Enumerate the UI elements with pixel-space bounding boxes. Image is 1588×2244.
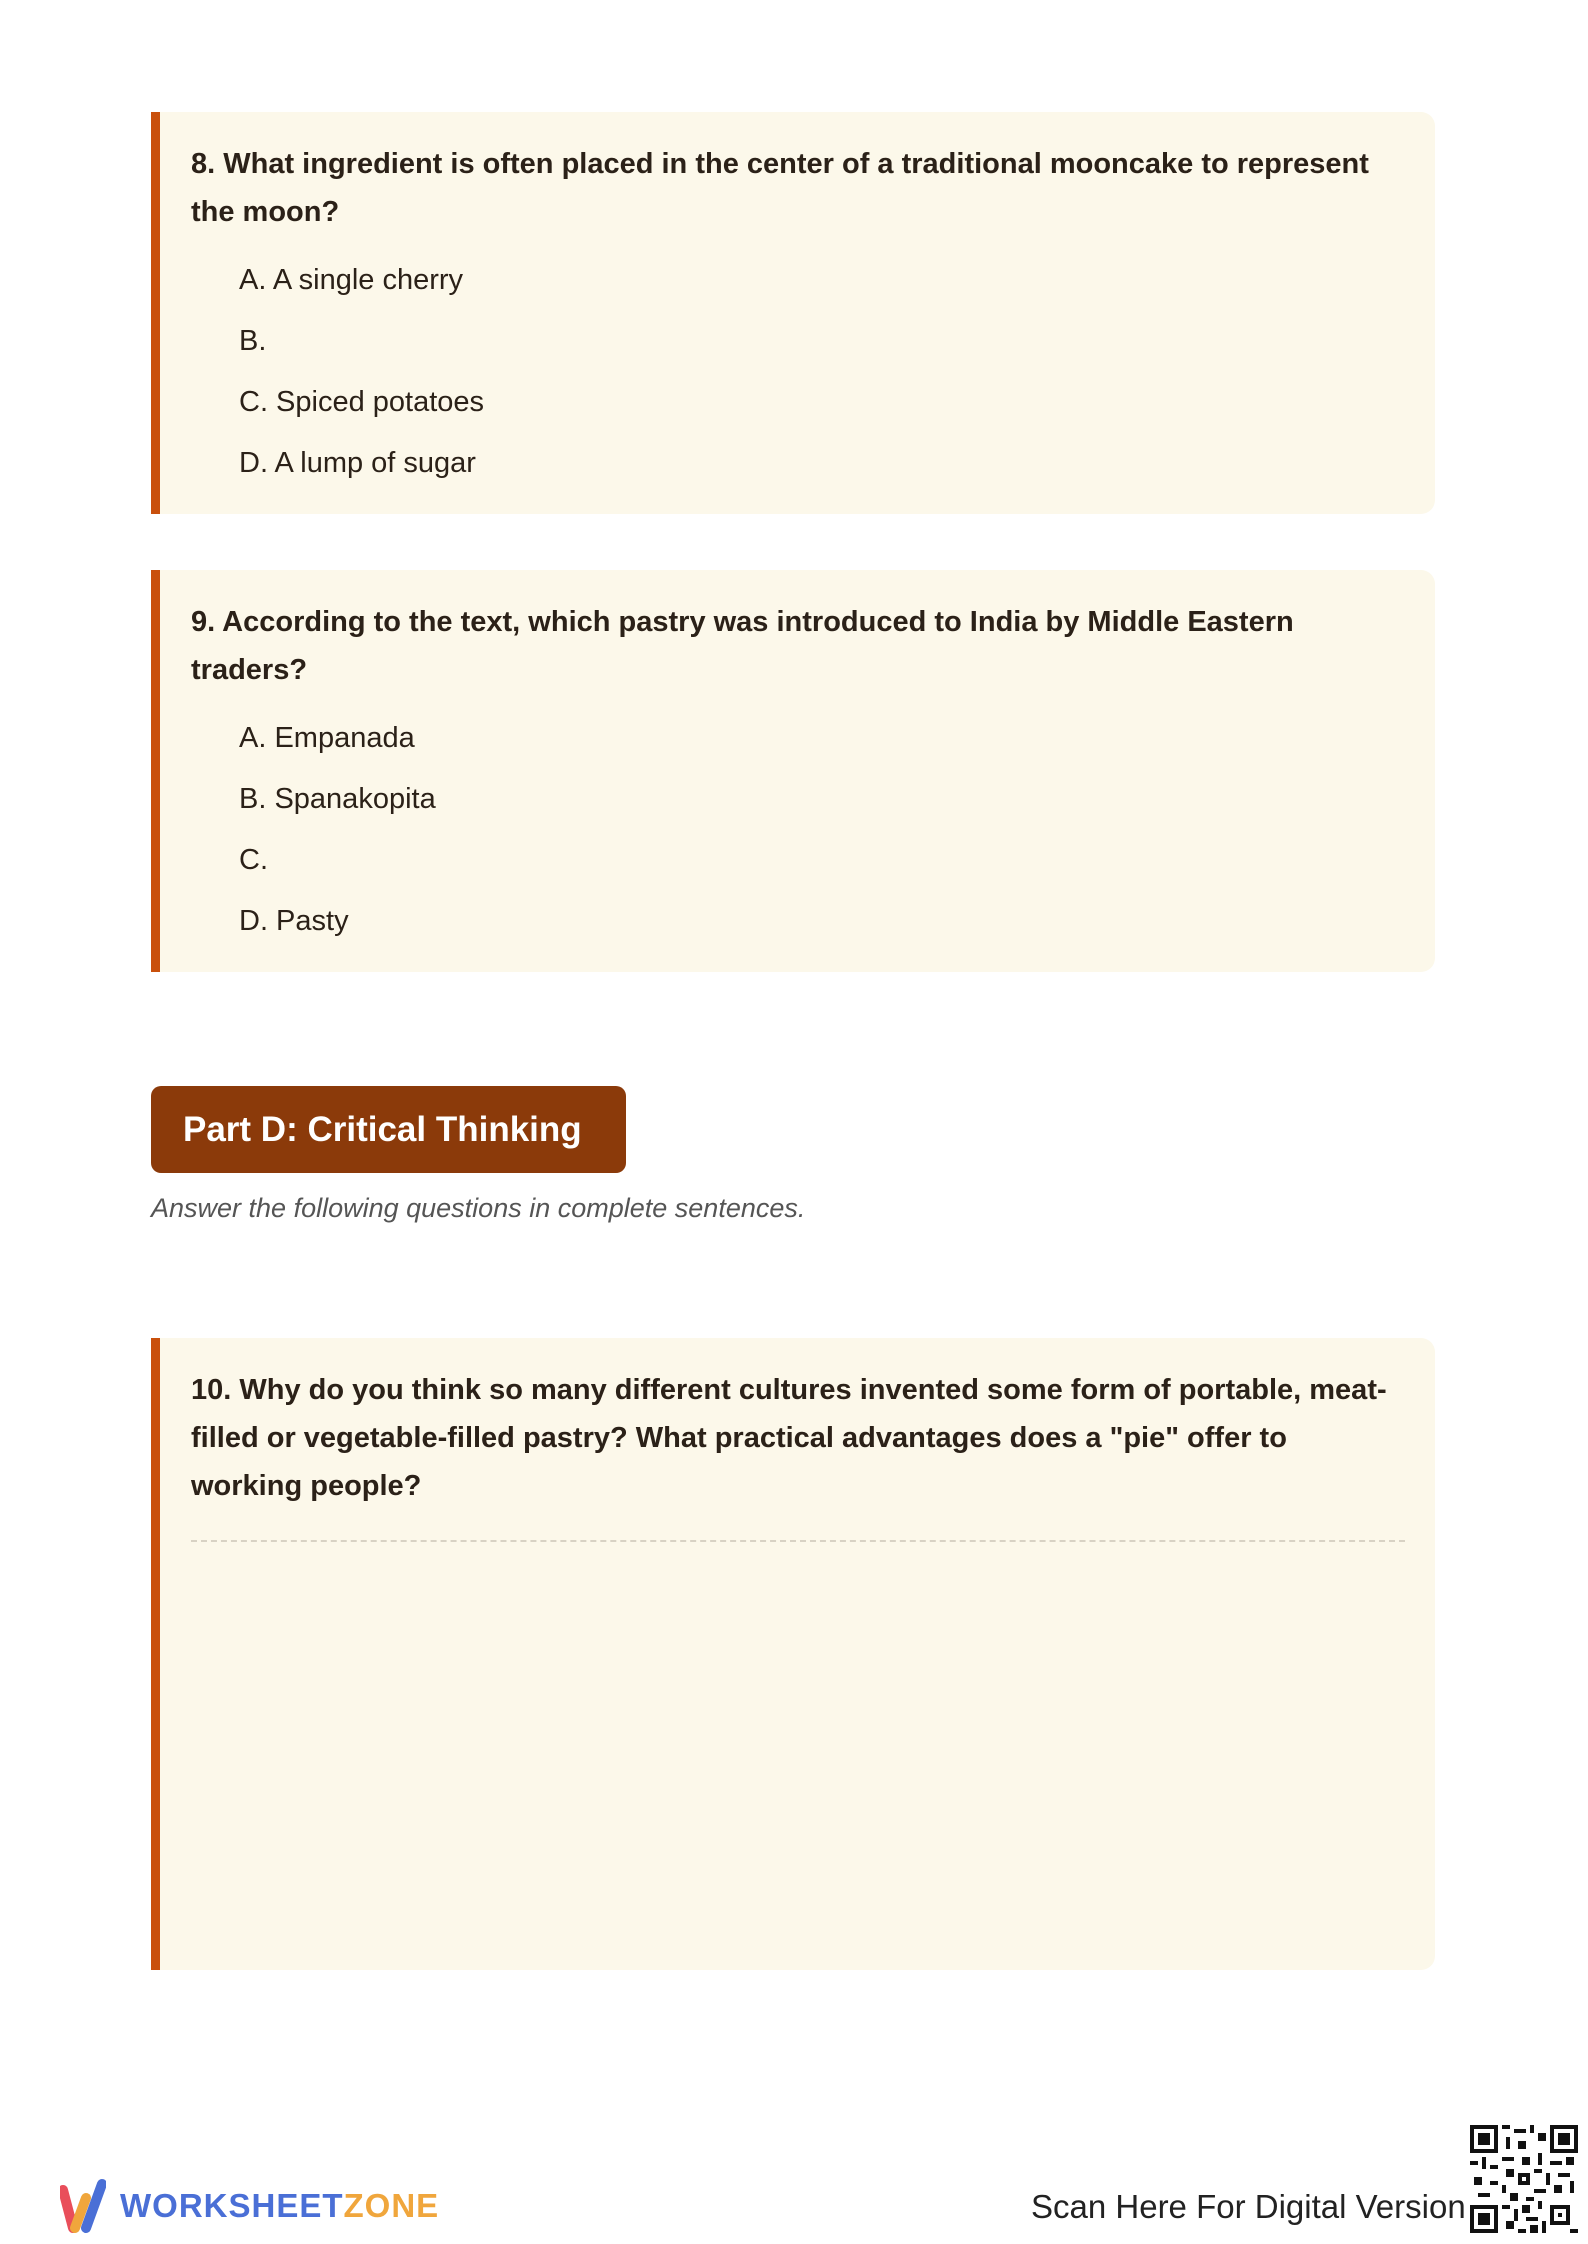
section-title: Part D: Critical Thinking (151, 1086, 626, 1173)
section-instructions: Answer the following questions in complete sentences. (151, 1193, 806, 1223)
option-b[interactable]: B. Spanakopita (239, 783, 436, 815)
logo-mark-icon (60, 2178, 106, 2234)
option-c[interactable]: C. Spiced potatoes (239, 386, 485, 418)
option-c[interactable]: C. (239, 844, 268, 876)
question-text: 10. Why do you think so many different cultures invented some form of portable, meat-filled or vegetable-filled pastry? What practical advantages does a "pie" offer to working people? (191, 1374, 1387, 1502)
logo-text-worksheet: WORKSHEET (120, 2187, 344, 2224)
logo-text (120, 2187, 439, 2225)
option-d[interactable]: D. Pasty (239, 905, 349, 937)
qr-code-icon[interactable] (1470, 2125, 1578, 2233)
worksheetzone-logo (60, 2178, 439, 2234)
options-list (239, 708, 1405, 952)
question-text: 8. What ingredient is often placed in the center of a traditional mooncake to represent the moon? (191, 148, 1369, 228)
option-d[interactable]: D. A lump of sugar (239, 447, 476, 479)
option-b[interactable]: B. (239, 325, 267, 357)
answer-line[interactable] (191, 1540, 1405, 1542)
question-card-9 (151, 570, 1435, 972)
option-a[interactable]: A. A single cherry (239, 264, 464, 296)
option-a[interactable]: A. Empanada (239, 722, 415, 754)
scan-label: Scan Here For Digital Version (1031, 2188, 1466, 2225)
question-card-10 (151, 1338, 1435, 1970)
logo-text-zone: ZONE (343, 2187, 440, 2224)
question-card-8 (151, 112, 1435, 514)
options-list (239, 250, 1405, 494)
question-text: 9. According to the text, which pastry was introduced to India by Middle Eastern traders? (191, 606, 1294, 686)
